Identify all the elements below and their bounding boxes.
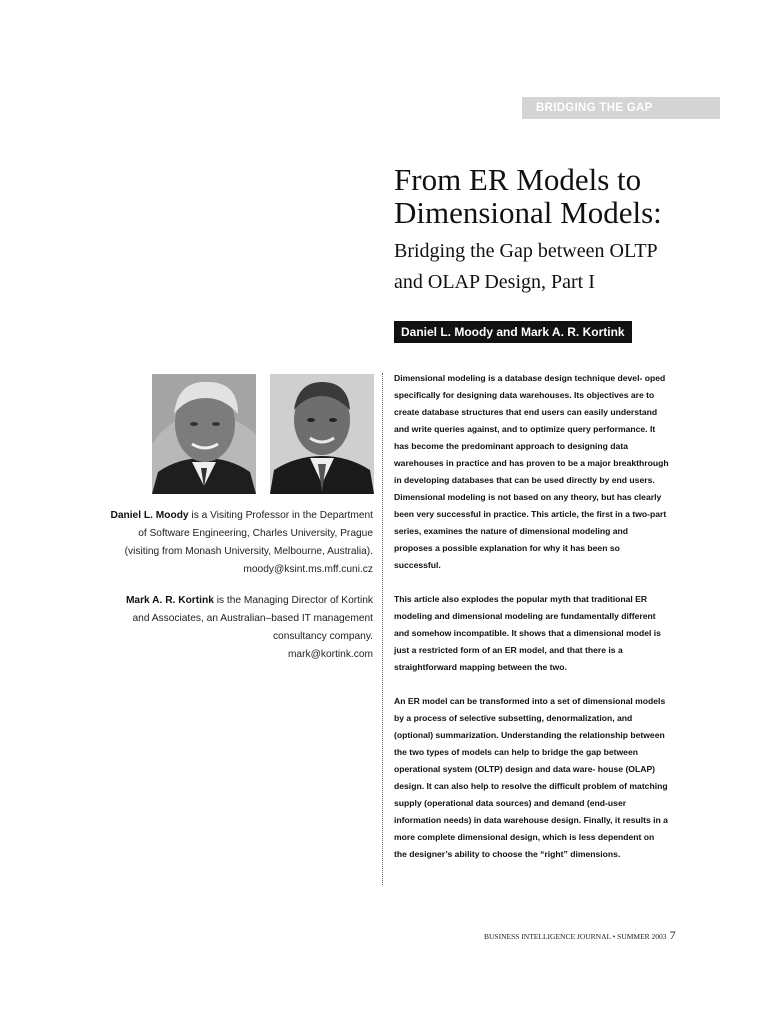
bio-author-name: Daniel L. Moody [110, 510, 189, 521]
author-email: moody@ksint.ms.mff.cuni.cz [243, 564, 373, 575]
subtitle-line-2: and OLAP Design, Part I [394, 271, 595, 293]
title-line-1: From ER Models to [394, 162, 642, 197]
page-footer [484, 928, 674, 943]
title-line-2: Dimensional Models: [394, 195, 662, 230]
bio-line [80, 507, 373, 525]
author-bio-kortink [80, 592, 373, 664]
bio-line: of Software Engineering, Charles University, Prague [138, 528, 373, 539]
author-email: mark@kortink.com [287, 649, 373, 660]
bio-line: consultancy company. [272, 631, 373, 642]
article-title [394, 163, 754, 229]
abstract-column [394, 370, 669, 880]
author-bio-moody [80, 507, 373, 579]
section-label: BRIDGING THE GAP [536, 102, 653, 114]
section-banner [522, 97, 720, 119]
bio-line: (visiting from Monash University, Melbourne, Australia). [124, 546, 373, 557]
authors-bar [394, 321, 632, 343]
abstract-paragraph: An ER model can be transformed into a set of dimensional models by a process of selective subsetting, denormalization, and (optional) summarization. Understanding the relationship between the two types of models can help to bridge the gap between operational system (OLTP) design and data ware- house (OLAP) design. It can also help to resolve the difficult problem of matching supply (operational data sources) and demand (end-user information needs) in data warehouse design. Finally, it results in a more complete dimensional design, which is less dependent on the designer’s ability to choose the “right” dimensions. [394, 696, 668, 859]
bio-text: is the Managing Director of Kortink [213, 595, 373, 606]
author-photo-moody [152, 374, 256, 494]
journal-name: BUSINESS INTELLIGENCE JOURNAL • SUMMER 2003 [484, 932, 667, 941]
subtitle-line-1: Bridging the Gap between OLTP [394, 240, 658, 262]
bio-text: is a Visiting Professor in the Department [188, 510, 373, 521]
abstract-paragraph: Dimensional modeling is a database design technique devel- oped specifically for designing data warehouses. Its objectives are to create database structures that end users can easily understand and write queries against, and to optimize query performance. It has become the predominant approach to designing data warehouses in practice and has proven to be a major breakthrough in developing databases that can be used directly by end users. Dimensional modeling is not based on any theory, but has clearly been very successful in practice. This article, the first in a two-part series, examines the nature of dimensional modeling and proposes a possible explanation for why it has been so successful. [394, 373, 669, 570]
column-divider [382, 373, 383, 885]
author-photo-kortink [270, 374, 374, 494]
bio-author-name: Mark A. R. Kortink [125, 595, 214, 606]
authors-text: Daniel L. Moody and Mark A. R. Kortink [401, 325, 625, 339]
page-number: 7 [669, 928, 676, 942]
article-subtitle [394, 236, 754, 298]
bio-line [80, 592, 373, 610]
abstract-paragraph: This article also explodes the popular myth that traditional ER modeling and dimensional modeling are fundamentally different and somehow incompatible. It shows that a dimensional model is just a restricted form of an ER model, and that there is a straightforward mapping between the two. [394, 594, 661, 672]
bio-line: and Associates, an Australian–based IT management [132, 613, 373, 624]
